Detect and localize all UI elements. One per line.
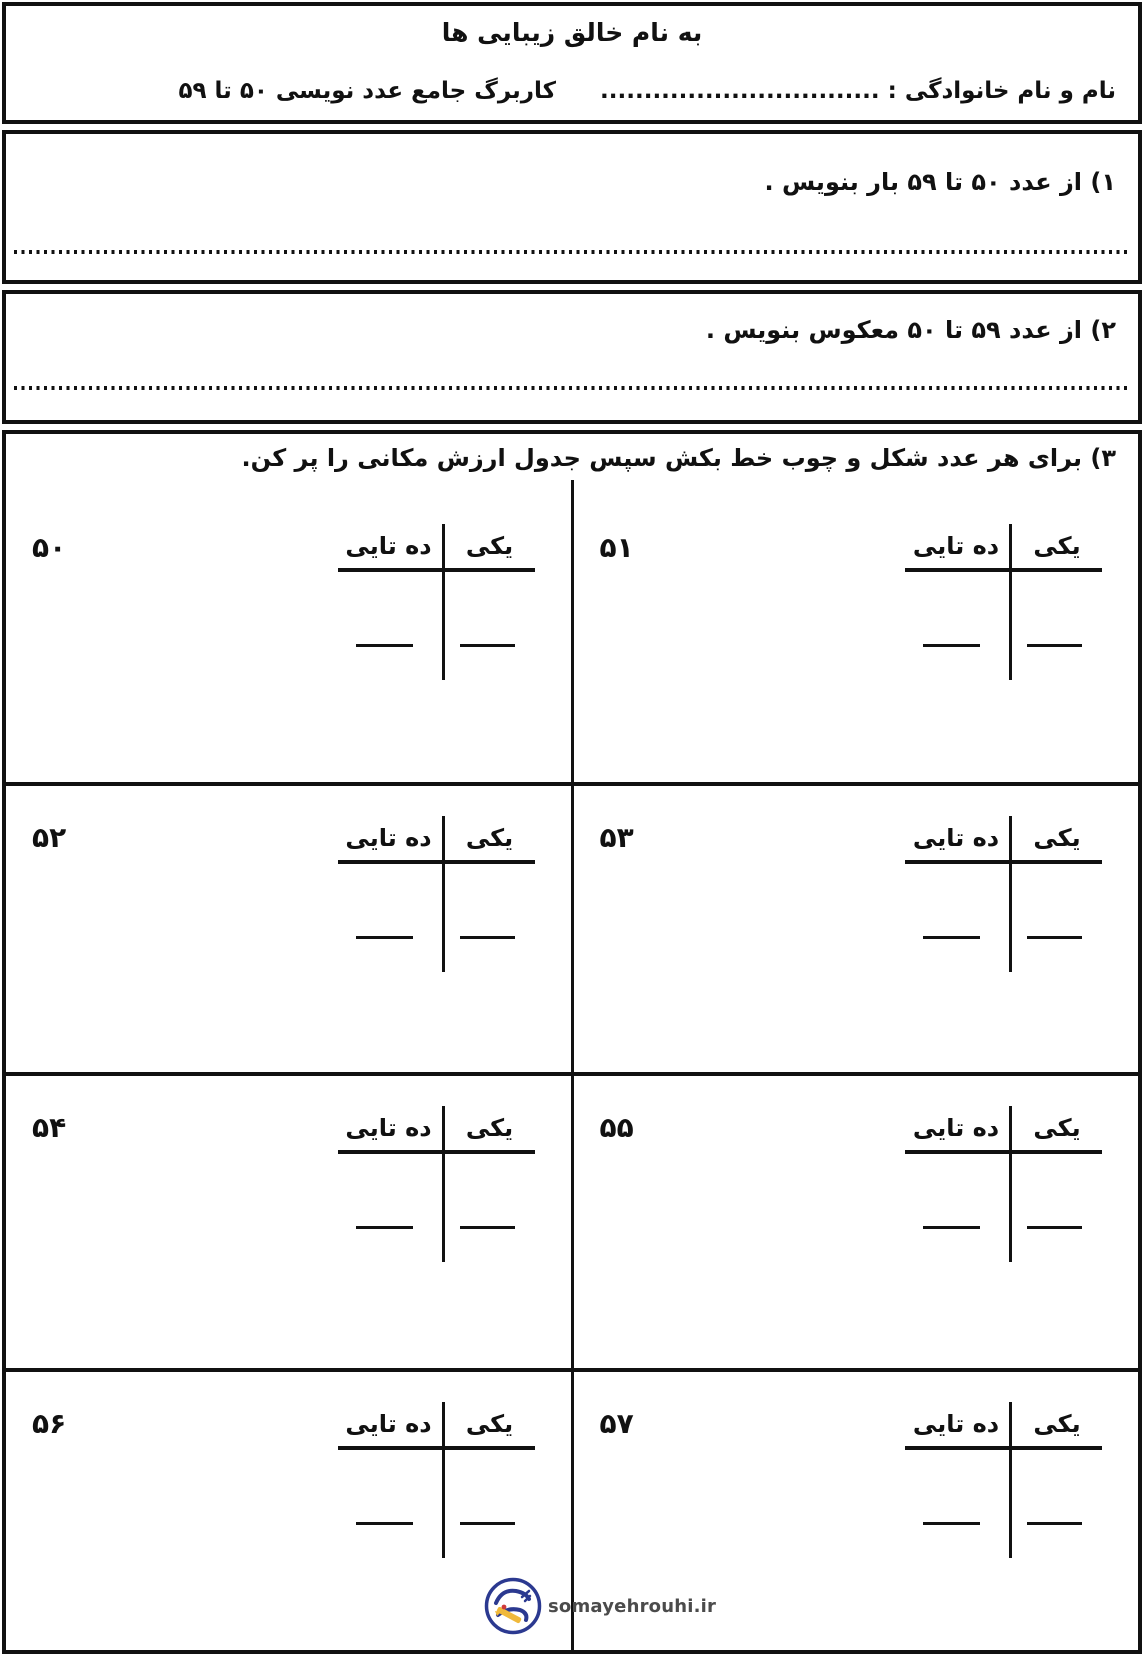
student-name-field: نام و نام خانوادگی : ................................ (600, 78, 1116, 104)
chart-horizontal-line (905, 1446, 1102, 1450)
place-value-chart (338, 1106, 535, 1266)
ones-label: یکی (465, 532, 514, 560)
cell-number: ۵۷ (599, 1407, 634, 1440)
answer-blank-ones (460, 1226, 515, 1229)
ones-label: یکی (465, 1410, 514, 1438)
question-2-text: ۲) از عدد ۵۹ تا ۵۰ معکوس بنویس . (705, 316, 1116, 344)
ones-label: یکی (1033, 1410, 1081, 1438)
question-1-text: ۱) از عدد ۵۰ تا ۵۹ بار بنویس . (764, 168, 1116, 196)
answer-blank-tens (923, 936, 980, 939)
chart-horizontal-line (905, 860, 1102, 864)
tens-label: ده تایی (912, 532, 1000, 560)
worksheet-cell (574, 480, 1139, 782)
question-3-text: ۳) برای هر عدد شکل و چوب خط بکش سپس جدول ارزش مکانی را پر کن. (241, 444, 1116, 472)
answer-dotted-line-2 (14, 386, 1130, 390)
cell-number: ۵۵ (599, 1111, 634, 1144)
answer-blank-tens (923, 1226, 980, 1229)
ones-label: یکی (465, 1114, 514, 1142)
answer-blank-ones (1027, 644, 1082, 647)
answer-blank-tens (356, 644, 413, 647)
answer-blank-ones (1027, 936, 1082, 939)
cell-number: ۵۲ (32, 821, 67, 854)
answer-blank-ones (1027, 1226, 1082, 1229)
ones-label: یکی (465, 824, 514, 852)
chart-horizontal-line (905, 568, 1102, 572)
ones-label: یکی (1033, 532, 1081, 560)
place-value-chart (905, 1402, 1102, 1562)
worksheet-cell (6, 480, 574, 782)
chart-horizontal-line (338, 1150, 535, 1154)
chart-horizontal-line (338, 1446, 535, 1450)
place-value-chart (905, 1106, 1102, 1266)
chart-horizontal-line (338, 860, 535, 864)
cell-number: ۵۶ (32, 1407, 67, 1440)
site-url-text: somayehrouhi.ir (548, 1595, 717, 1617)
answer-blank-ones (1027, 1522, 1082, 1525)
cell-number: ۵۴ (32, 1111, 67, 1144)
place-value-chart (338, 1402, 535, 1562)
answer-blank-tens (923, 644, 980, 647)
place-value-chart (905, 524, 1102, 684)
cell-number: ۵۰ (32, 531, 67, 564)
tens-label: ده تایی (912, 824, 1000, 852)
question-1-section (2, 130, 1142, 284)
place-value-chart (338, 524, 535, 684)
header-section (2, 2, 1142, 124)
chart-horizontal-line (338, 568, 535, 572)
grid-row (6, 782, 1138, 1072)
place-value-chart (338, 816, 535, 976)
place-value-chart (905, 816, 1102, 976)
ones-label: یکی (1033, 1114, 1081, 1142)
tens-label: ده تایی (345, 824, 432, 852)
worksheet-grid (6, 480, 1138, 1650)
answer-blank-tens (356, 936, 413, 939)
question-3-section (2, 430, 1142, 1654)
worksheet-cell (574, 1076, 1139, 1368)
worksheet-cell (574, 786, 1139, 1072)
chart-horizontal-line (905, 1150, 1102, 1154)
ones-label: یکی (1033, 824, 1081, 852)
answer-blank-tens (356, 1226, 413, 1229)
name-row (26, 78, 1116, 104)
answer-blank-ones (460, 1522, 515, 1525)
tens-label: ده تایی (912, 1114, 1000, 1142)
answer-dotted-line-1 (14, 250, 1130, 254)
site-logo-icon (483, 1576, 543, 1636)
worksheet-title: کاربرگ جامع عدد نویسی ۵۰ تا ۵۹ (178, 78, 557, 104)
answer-blank-ones (460, 644, 515, 647)
answer-blank-ones (460, 936, 515, 939)
worksheet-cell (6, 1076, 574, 1368)
question-2-section (2, 290, 1142, 424)
cell-number: ۵۱ (599, 531, 634, 564)
answer-blank-tens (923, 1522, 980, 1525)
bismillah-text: به نام خالق زیبایی ها (441, 18, 703, 47)
grid-row (6, 1072, 1138, 1368)
site-logo (483, 1576, 716, 1636)
worksheet-cell (6, 786, 574, 1072)
tens-label: ده تایی (912, 1410, 1000, 1438)
tens-label: ده تایی (345, 532, 432, 560)
cell-number: ۵۳ (599, 821, 634, 854)
tens-label: ده تایی (345, 1114, 432, 1142)
grid-row (6, 480, 1138, 782)
tens-label: ده تایی (345, 1410, 432, 1438)
answer-blank-tens (356, 1522, 413, 1525)
